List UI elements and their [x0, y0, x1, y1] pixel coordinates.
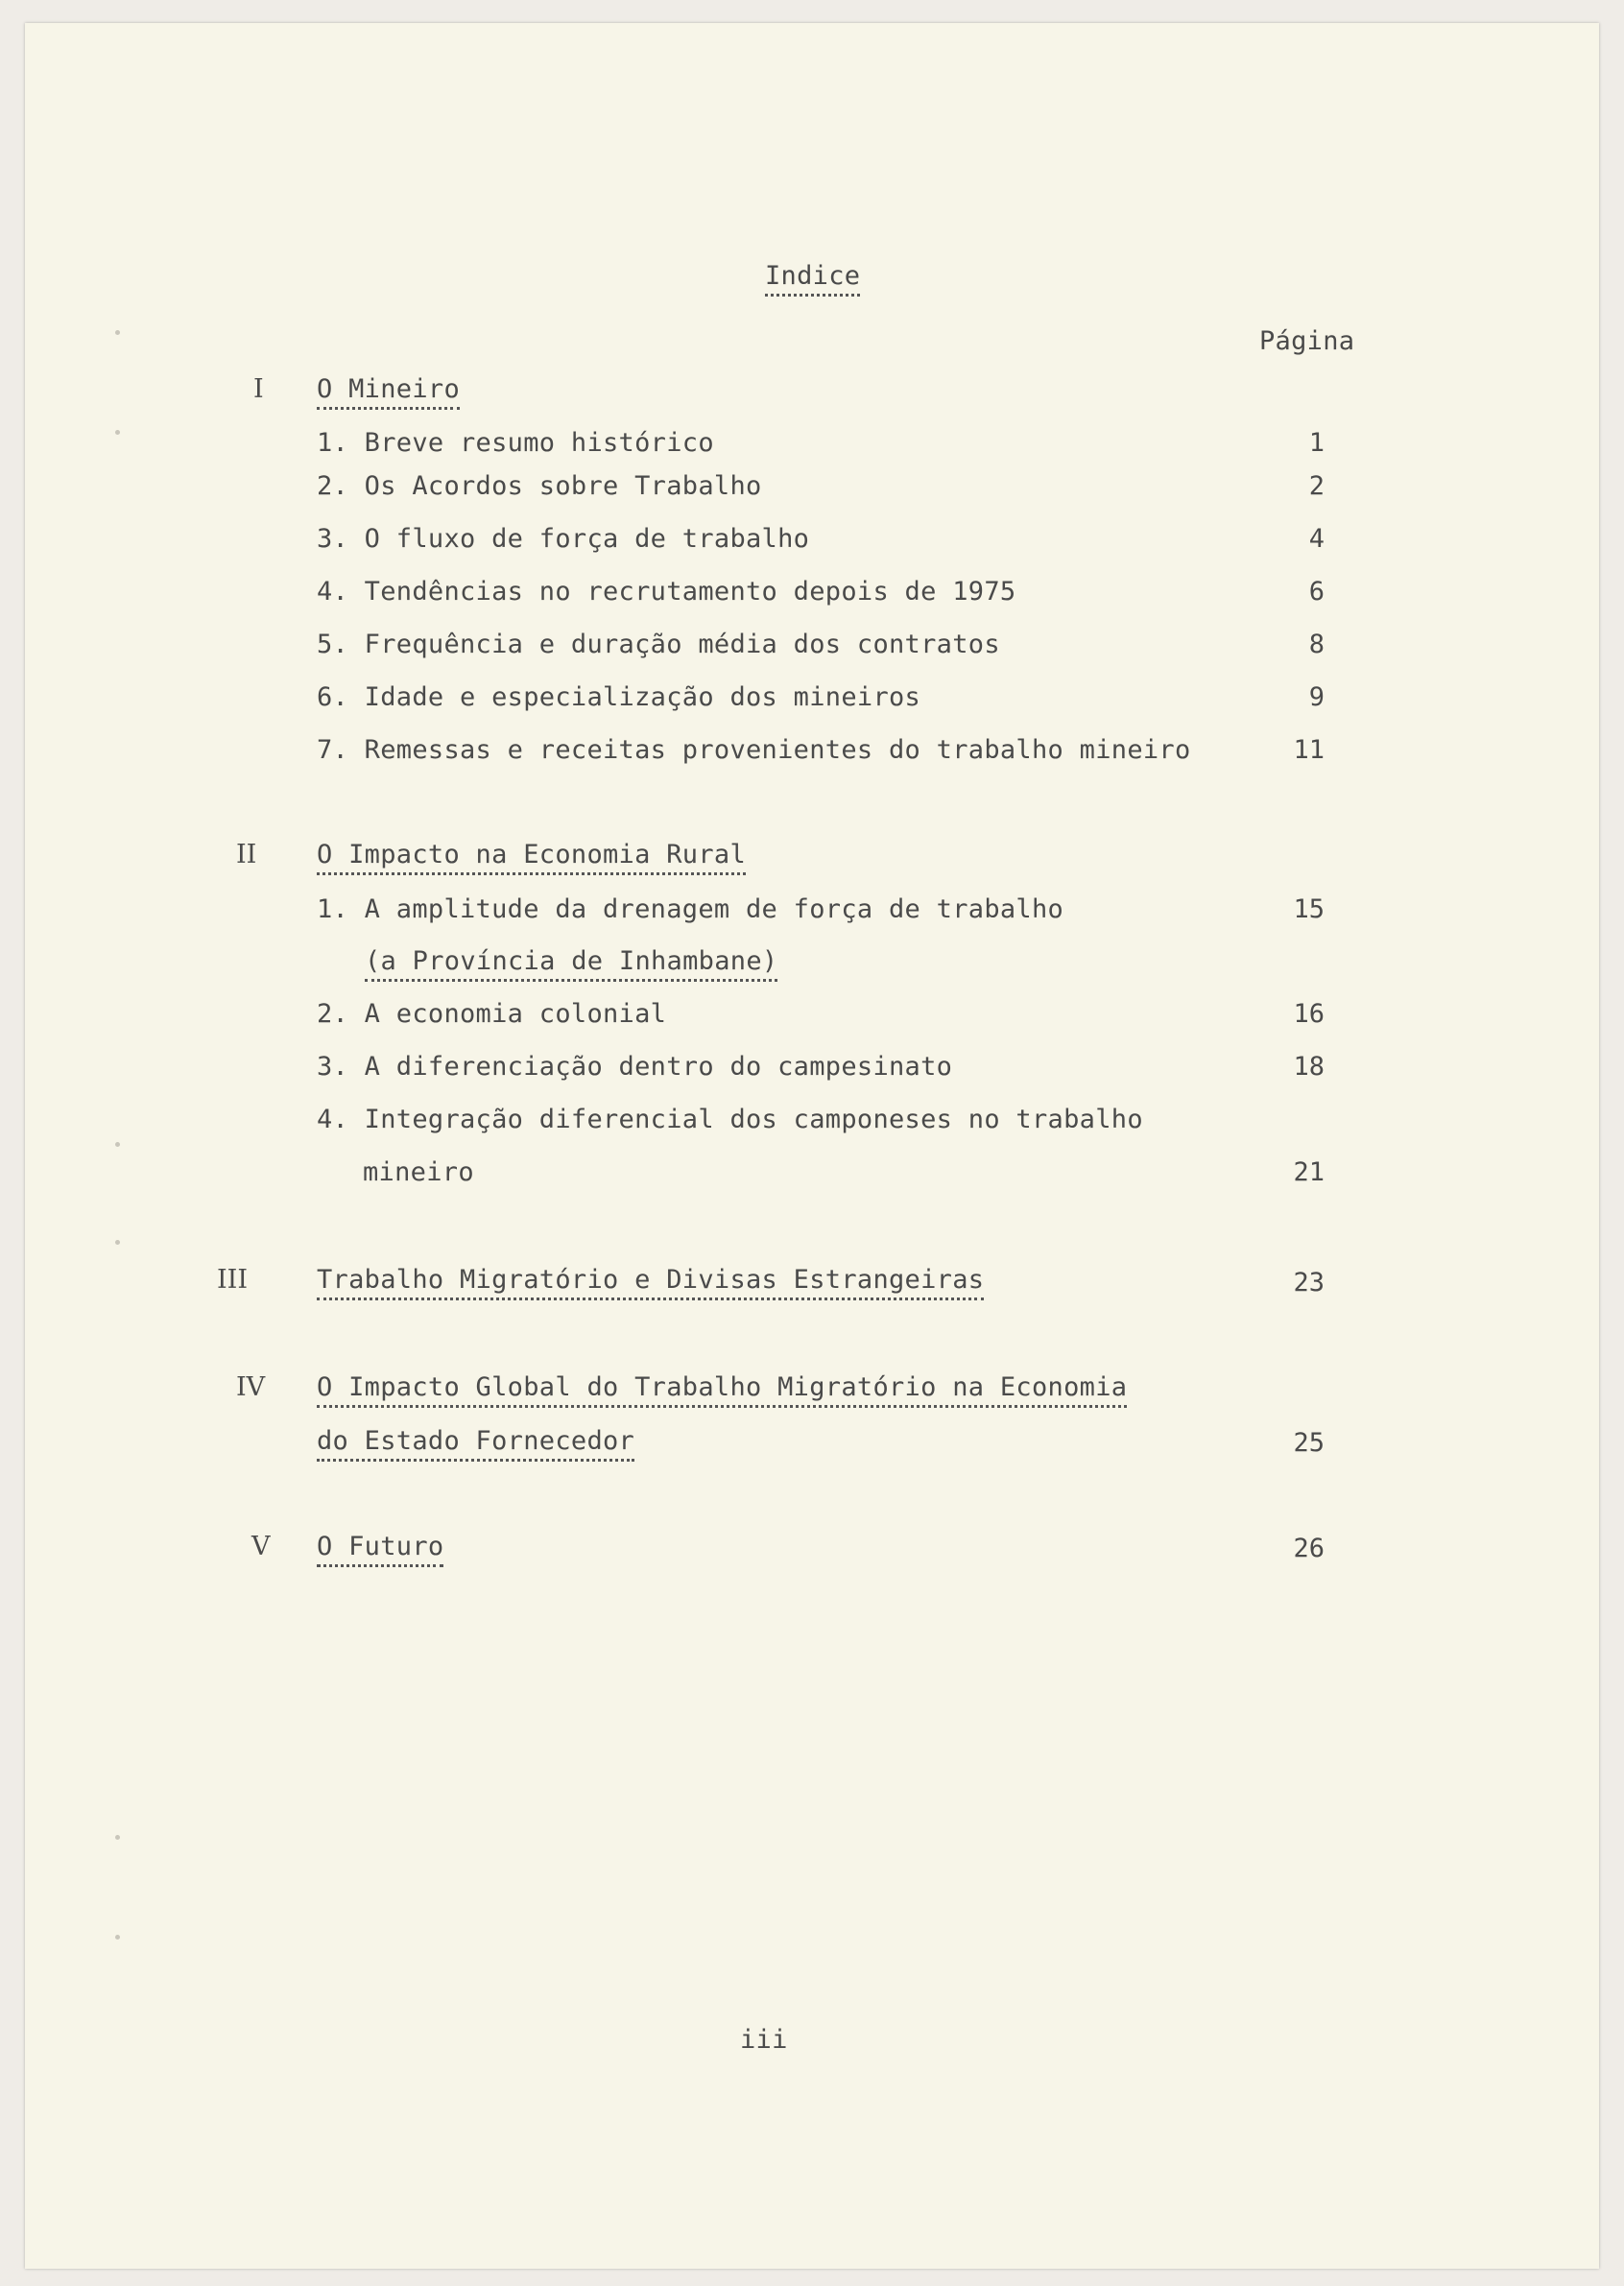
punch-mark	[115, 430, 120, 435]
section-title: O Mineiro	[317, 376, 460, 410]
toc-entry: 1. Breve resumo histórico	[317, 428, 714, 458]
toc-page: 18	[1293, 1052, 1325, 1082]
toc-entry: 2. A economia colonial	[317, 999, 667, 1029]
toc-entry-continuation: mineiro	[363, 1157, 474, 1187]
toc-page: 6	[1308, 577, 1325, 607]
toc-page: 26	[1293, 1534, 1325, 1563]
toc-entry: 5. Frequência e duração média dos contratos	[317, 630, 1000, 659]
section-numeral: I	[253, 374, 264, 404]
toc-page: 8	[1308, 630, 1325, 659]
toc-page: 1	[1308, 428, 1325, 458]
page-number: iii	[740, 2025, 788, 2055]
toc-page: 15	[1293, 894, 1325, 924]
toc-entry: 7. Remessas e receitas provenientes do trabalho mineiro	[317, 735, 1191, 765]
toc-page: 4	[1308, 524, 1325, 554]
section-title: O Futuro	[317, 1534, 443, 1567]
punch-mark	[115, 1835, 120, 1840]
toc-entry: 2. Os Acordos sobre Trabalho	[317, 471, 762, 501]
section-numeral: IV	[236, 1372, 266, 1402]
section-numeral: II	[236, 840, 257, 869]
toc-page: 25	[1293, 1428, 1325, 1458]
toc-page: 23	[1293, 1268, 1325, 1298]
page-column-header: Página	[1259, 326, 1355, 356]
toc-entry: 4. Integração diferencial dos camponeses no trabalho	[317, 1105, 1143, 1134]
toc-entry: 6. Idade e especialização dos mineiros	[317, 682, 921, 712]
section-numeral: V	[251, 1532, 271, 1561]
toc-page: 2	[1308, 471, 1325, 501]
toc-page: 9	[1308, 682, 1325, 712]
section-title: Trabalho Migratório e Divisas Estrangeiras	[317, 1267, 984, 1300]
section-title: O Impacto na Economia Rural	[317, 842, 746, 875]
toc-page: 21	[1293, 1157, 1325, 1187]
punch-mark	[115, 330, 120, 335]
toc-page: 16	[1293, 999, 1325, 1029]
toc-entry: 4. Tendências no recrutamento depois de 1975	[317, 577, 1016, 607]
section-title-continuation: do Estado Fornecedor	[317, 1428, 634, 1462]
toc-entry: 3. A diferenciação dentro do campesinato	[317, 1052, 953, 1082]
document-page	[25, 23, 1599, 2269]
toc-page: 11	[1293, 735, 1325, 765]
punch-mark	[115, 1935, 120, 1940]
toc-entry: 3. O fluxo de força de trabalho	[317, 524, 810, 554]
section-title: O Impacto Global do Trabalho Migratório na Economia	[317, 1374, 1127, 1408]
toc-subentry: (a Província de Inhambane)	[365, 948, 777, 982]
section-numeral: III	[217, 1265, 248, 1295]
punch-mark	[115, 1240, 120, 1245]
punch-mark	[115, 1142, 120, 1147]
page-title: Indice	[765, 263, 860, 297]
toc-entry: 1. A amplitude da drenagem de força de trabalho	[317, 894, 1064, 924]
